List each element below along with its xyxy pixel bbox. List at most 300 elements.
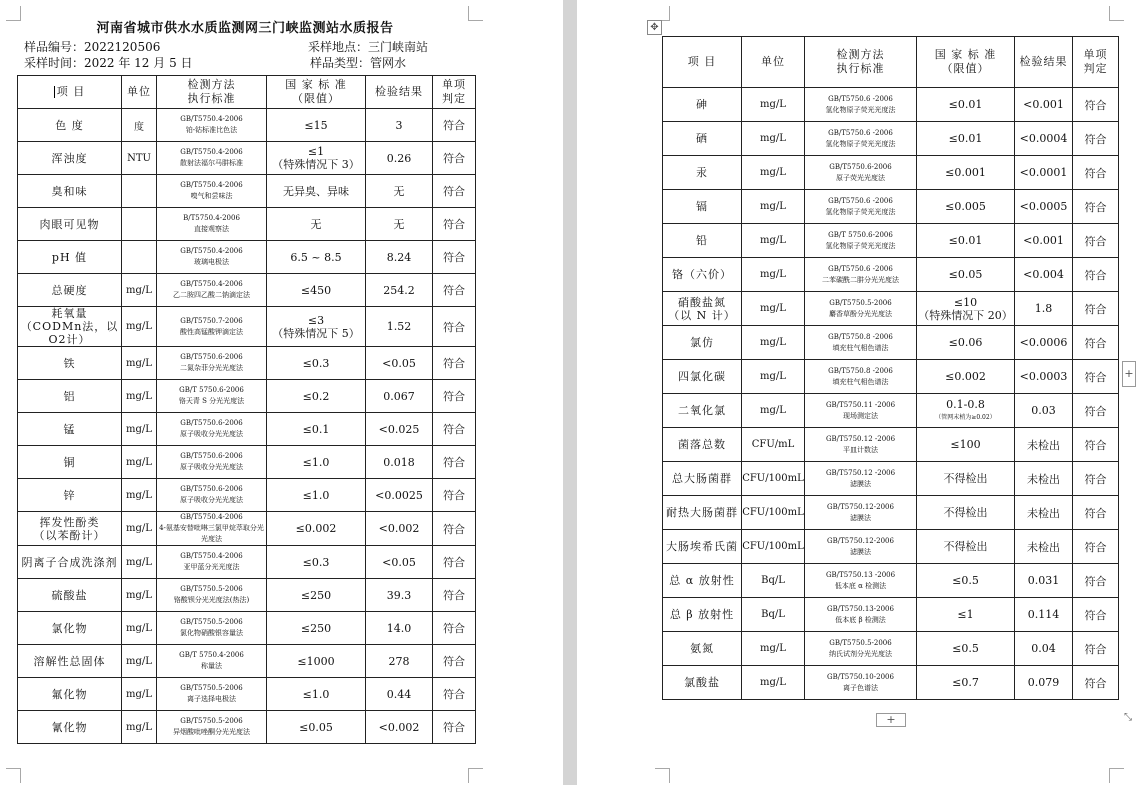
judge-cell[interactable]: 符合 xyxy=(433,645,476,678)
item-name-cell[interactable] xyxy=(663,462,742,496)
judge-cell[interactable]: 符合 xyxy=(433,241,476,274)
item-name-cell[interactable] xyxy=(18,711,122,744)
unit-cell[interactable]: mg/L xyxy=(742,326,805,360)
item-name-cell[interactable] xyxy=(663,632,742,666)
header-limit xyxy=(267,76,366,109)
result-cell[interactable]: 无 xyxy=(366,175,433,208)
item-name-cell[interactable] xyxy=(18,307,122,347)
limit-cell[interactable] xyxy=(267,711,366,744)
limit-cell[interactable] xyxy=(917,292,1015,326)
judge-cell[interactable]: 符合 xyxy=(1073,122,1119,156)
method-cell[interactable] xyxy=(805,496,917,530)
result-cell[interactable]: <0.001 xyxy=(1015,224,1073,258)
unit-cell[interactable]: mg/L xyxy=(122,645,157,678)
unit-cell[interactable]: mg/L xyxy=(742,292,805,326)
limit-value: ≤0.5 xyxy=(952,574,979,587)
limit-cell[interactable] xyxy=(267,175,366,208)
limit-value: ≤0.1 xyxy=(302,422,330,436)
item-name-cell[interactable] xyxy=(663,598,742,632)
unit-cell[interactable]: mg/L xyxy=(122,512,157,546)
limit-cell[interactable] xyxy=(267,645,366,678)
method-standard: GB/T5750.5-2006 xyxy=(180,585,243,593)
result-cell[interactable]: 未检出 xyxy=(1015,496,1073,530)
method-cell[interactable] xyxy=(805,632,917,666)
result-cell[interactable]: 1.8 xyxy=(1015,292,1073,326)
unit-cell[interactable] xyxy=(122,175,157,208)
method-cell[interactable] xyxy=(157,109,267,142)
method-cell[interactable] xyxy=(157,479,267,512)
judge-cell[interactable]: 符合 xyxy=(433,380,476,413)
judge-cell[interactable]: 符合 xyxy=(1073,224,1119,258)
limit-cell[interactable] xyxy=(917,632,1015,666)
judge-cell[interactable]: 符合 xyxy=(1073,598,1119,632)
method-cell[interactable] xyxy=(157,274,267,307)
method-standard: GB/T5750.4-2006 xyxy=(180,513,243,521)
method-cell[interactable] xyxy=(805,564,917,598)
item-name-cell[interactable] xyxy=(18,446,122,479)
item-name-cell[interactable] xyxy=(18,241,122,274)
limit-value: ≤0.01 xyxy=(948,132,983,145)
unit-cell[interactable]: mg/L xyxy=(122,307,157,347)
limit-cell[interactable] xyxy=(917,190,1015,224)
table-row xyxy=(663,88,1119,122)
limit-cell[interactable] xyxy=(267,512,366,546)
method-cell[interactable] xyxy=(157,175,267,208)
result-cell[interactable]: <0.004 xyxy=(1015,258,1073,292)
method-cell[interactable] xyxy=(157,546,267,579)
table-row xyxy=(18,678,476,711)
limit-cell[interactable] xyxy=(267,446,366,479)
result-cell[interactable]: 254.2 xyxy=(366,274,433,307)
result-cell[interactable]: <0.0025 xyxy=(366,479,433,512)
method-cell[interactable] xyxy=(157,413,267,446)
method-name: 氢化物原子荧光光度法 xyxy=(825,139,896,148)
limit-value: ≤0.3 xyxy=(302,356,330,370)
limit-value: ≤0.002 xyxy=(945,370,986,383)
method-cell[interactable] xyxy=(157,579,267,612)
method-name: 麝香草酚分光光度法 xyxy=(829,309,892,318)
judge-cell[interactable]: 符合 xyxy=(433,546,476,579)
unit-cell[interactable]: mg/L xyxy=(122,678,157,711)
method-name: 原子吸收分光光度法 xyxy=(180,463,243,471)
item-name-cell[interactable] xyxy=(18,612,122,645)
item-name-cell[interactable] xyxy=(18,546,122,579)
method-cell[interactable] xyxy=(805,428,917,462)
judge-cell[interactable]: 符合 xyxy=(433,274,476,307)
item-name: 汞 xyxy=(696,166,708,179)
judge-cell[interactable]: 符合 xyxy=(433,142,476,175)
table-row xyxy=(18,446,476,479)
result-cell[interactable]: 278 xyxy=(366,645,433,678)
unit-cell[interactable]: mg/L xyxy=(122,413,157,446)
item-name-cell[interactable] xyxy=(663,88,742,122)
limit-cell[interactable] xyxy=(267,579,366,612)
unit-cell[interactable]: mg/L xyxy=(742,394,805,428)
judge-cell[interactable]: 符合 xyxy=(1073,326,1119,360)
method-cell[interactable] xyxy=(157,446,267,479)
judge-cell[interactable]: 符合 xyxy=(1073,666,1119,700)
header-item xyxy=(663,37,742,88)
limit-cell[interactable] xyxy=(917,496,1015,530)
result-cell[interactable]: 39.3 xyxy=(366,579,433,612)
right-results-table[interactable] xyxy=(662,36,1119,700)
method-standard: GB/T 5750.6-2006 xyxy=(828,230,893,239)
judge-cell[interactable]: 符合 xyxy=(433,307,476,347)
judge-cell[interactable]: 符合 xyxy=(1073,462,1119,496)
header-limit-line: 国 家 标 准 xyxy=(285,78,347,91)
item-name-cell[interactable] xyxy=(663,326,742,360)
unit-cell[interactable]: Bq/L xyxy=(742,598,805,632)
table-move-handle-icon[interactable]: ✥ xyxy=(647,20,662,35)
limit-cell[interactable] xyxy=(267,142,366,175)
item-name-cell[interactable] xyxy=(18,678,122,711)
method-cell[interactable] xyxy=(805,190,917,224)
result-cell[interactable]: 未检出 xyxy=(1015,428,1073,462)
header-method-line: 检测方法 xyxy=(187,78,236,91)
method-cell[interactable] xyxy=(157,612,267,645)
unit-cell[interactable] xyxy=(122,208,157,241)
result-cell[interactable]: 0.067 xyxy=(366,380,433,413)
method-cell[interactable] xyxy=(157,380,267,413)
item-name: 氯酸盐 xyxy=(684,676,720,689)
crop-mark xyxy=(1109,6,1124,21)
method-cell[interactable] xyxy=(805,326,917,360)
limit-cell[interactable] xyxy=(267,413,366,446)
method-cell[interactable] xyxy=(157,208,267,241)
judge-cell[interactable]: 符合 xyxy=(433,208,476,241)
result-cell[interactable]: <0.0003 xyxy=(1015,360,1073,394)
judge-cell[interactable]: 符合 xyxy=(1073,88,1119,122)
method-cell[interactable] xyxy=(157,645,267,678)
judge-cell[interactable]: 符合 xyxy=(1073,190,1119,224)
method-standard: GB/T 5750.4-2006 xyxy=(179,651,244,659)
table-row xyxy=(18,612,476,645)
limit-cell[interactable] xyxy=(267,546,366,579)
method-name: 直接观察法 xyxy=(194,225,229,233)
limit-cell[interactable] xyxy=(917,564,1015,598)
result-cell[interactable]: <0.002 xyxy=(366,711,433,744)
limit-value: （管网末梢为≥0.02） xyxy=(935,413,996,421)
limit-cell[interactable] xyxy=(917,156,1015,190)
limit-cell[interactable] xyxy=(917,530,1015,564)
unit-cell[interactable]: mg/L xyxy=(742,666,805,700)
limit-cell[interactable] xyxy=(917,258,1015,292)
method-standard: GB/T5750.5-2006 xyxy=(829,298,892,307)
result-cell[interactable]: <0.05 xyxy=(366,347,433,380)
item-name-cell[interactable] xyxy=(663,190,742,224)
limit-cell[interactable] xyxy=(917,666,1015,700)
judge-cell[interactable]: 符合 xyxy=(433,175,476,208)
item-name-cell[interactable] xyxy=(18,274,122,307)
result-cell[interactable]: <0.0004 xyxy=(1015,122,1073,156)
unit-cell[interactable]: mg/L xyxy=(742,360,805,394)
judge-cell[interactable]: 符合 xyxy=(433,109,476,142)
unit-cell[interactable]: Bq/L xyxy=(742,564,805,598)
method-cell[interactable] xyxy=(157,307,267,347)
unit-cell[interactable]: CFU/100mL xyxy=(742,462,805,496)
method-name: 低本底 β 检测法 xyxy=(835,615,886,624)
judge-cell[interactable]: 符合 xyxy=(433,678,476,711)
unit-cell[interactable]: mg/L xyxy=(742,632,805,666)
limit-value: ≤0.05 xyxy=(948,268,983,281)
method-name: 二氮杂菲分光光度法 xyxy=(180,364,243,372)
limit-cell[interactable] xyxy=(917,394,1015,428)
method-cell[interactable] xyxy=(157,711,267,744)
judge-cell[interactable]: 符合 xyxy=(433,711,476,744)
result-cell[interactable]: 未检出 xyxy=(1015,530,1073,564)
judge-cell[interactable]: 符合 xyxy=(1073,258,1119,292)
result-cell[interactable]: <0.0006 xyxy=(1015,326,1073,360)
item-name-cell[interactable] xyxy=(663,224,742,258)
judge-cell[interactable]: 符合 xyxy=(433,579,476,612)
item-name-cell[interactable] xyxy=(663,564,742,598)
limit-cell[interactable] xyxy=(917,360,1015,394)
result-cell[interactable]: 0.079 xyxy=(1015,666,1073,700)
item-name: 铜 xyxy=(63,455,76,469)
unit-cell[interactable]: mg/L xyxy=(742,88,805,122)
result-cell[interactable]: 0.44 xyxy=(366,678,433,711)
result-cell[interactable]: 无 xyxy=(366,208,433,241)
unit-cell[interactable]: CFU/100mL xyxy=(742,496,805,530)
item-name: 硒 xyxy=(696,132,708,145)
table-row xyxy=(663,258,1119,292)
judge-cell[interactable]: 符合 xyxy=(433,479,476,512)
unit-cell[interactable]: mg/L xyxy=(122,274,157,307)
result-cell[interactable]: 3 xyxy=(366,109,433,142)
unit-cell[interactable]: mg/L xyxy=(122,347,157,380)
method-name: 4-氨基安替吡啉三氯甲烷萃取分光光度法 xyxy=(159,524,264,543)
item-name-cell[interactable] xyxy=(18,175,122,208)
limit-cell[interactable] xyxy=(267,241,366,274)
method-cell[interactable] xyxy=(805,530,917,564)
unit-cell[interactable]: 度 xyxy=(122,109,157,142)
item-name-cell[interactable] xyxy=(18,579,122,612)
item-name-cell[interactable] xyxy=(18,479,122,512)
method-name: 纳氏试剂分光光度法 xyxy=(829,649,892,658)
item-name: 色 度 xyxy=(55,118,84,132)
method-name: 酸性高锰酸钾滴定法 xyxy=(180,327,243,336)
limit-cell[interactable] xyxy=(267,208,366,241)
item-name: 总硬度 xyxy=(51,283,88,297)
sample-number: 样品编号：2022120506 xyxy=(24,40,161,54)
item-name-cell[interactable] xyxy=(18,347,122,380)
result-cell[interactable]: 8.24 xyxy=(366,241,433,274)
unit-cell[interactable]: mg/L xyxy=(122,711,157,744)
table-resize-icon[interactable]: ⤡ xyxy=(1124,712,1132,723)
limit-cell[interactable] xyxy=(267,612,366,645)
item-name-cell[interactable] xyxy=(18,208,122,241)
limit-cell[interactable] xyxy=(267,274,366,307)
limit-cell[interactable] xyxy=(917,88,1015,122)
item-name-cell[interactable] xyxy=(663,292,742,326)
header-judge xyxy=(1073,37,1119,88)
unit-cell[interactable]: mg/L xyxy=(122,546,157,579)
method-name: 离子色谱法 xyxy=(843,683,878,692)
limit-value: ≤0.05 xyxy=(299,720,333,734)
table-row xyxy=(663,428,1119,462)
method-cell[interactable] xyxy=(805,258,917,292)
limit-cell[interactable] xyxy=(917,122,1015,156)
result-cell[interactable]: 14.0 xyxy=(366,612,433,645)
add-column-button[interactable]: + xyxy=(1122,361,1136,387)
limit-value: ≤0.7 xyxy=(952,676,979,689)
item-name: 氟化物 xyxy=(51,687,88,701)
method-cell[interactable] xyxy=(157,512,267,546)
method-cell[interactable] xyxy=(805,666,917,700)
limit-value: 不得检出 xyxy=(943,540,988,553)
judge-cell[interactable]: 符合 xyxy=(433,413,476,446)
limit-cell[interactable] xyxy=(267,347,366,380)
limit-cell[interactable] xyxy=(267,380,366,413)
method-cell[interactable] xyxy=(157,678,267,711)
item-name-cell[interactable] xyxy=(663,496,742,530)
unit-cell[interactable]: mg/L xyxy=(122,446,157,479)
judge-cell[interactable]: 符合 xyxy=(433,612,476,645)
item-name: 总大肠菌群 xyxy=(672,472,732,485)
report-title: 河南省城市供水水质监测网三门峡监测站水质报告 xyxy=(96,21,394,36)
method-standard: GB/T5750.4-2006 xyxy=(180,148,243,156)
item-name-cell[interactable] xyxy=(663,360,742,394)
table-row xyxy=(663,190,1119,224)
item-name: 浑浊度 xyxy=(51,151,88,165)
item-name: 锰 xyxy=(63,422,76,436)
unit-cell[interactable]: CFU/100mL xyxy=(742,530,805,564)
add-row-button[interactable]: + xyxy=(876,713,906,727)
result-cell[interactable]: 1.52 xyxy=(366,307,433,347)
result-cell[interactable]: 0.04 xyxy=(1015,632,1073,666)
table-row xyxy=(18,307,476,347)
header-method-line: 检测方法 xyxy=(836,48,885,61)
unit-cell[interactable]: mg/L xyxy=(122,612,157,645)
limit-cell[interactable] xyxy=(917,428,1015,462)
unit-cell[interactable]: mg/L xyxy=(742,156,805,190)
judge-cell[interactable]: 符合 xyxy=(1073,156,1119,190)
limit-cell[interactable] xyxy=(267,109,366,142)
result-cell[interactable]: 未检出 xyxy=(1015,462,1073,496)
method-cell[interactable] xyxy=(805,156,917,190)
judge-cell[interactable]: 符合 xyxy=(1073,530,1119,564)
item-name-cell[interactable] xyxy=(663,666,742,700)
limit-value: ≤0.002 xyxy=(295,522,337,535)
method-name: 氢化物原子荧光光度法 xyxy=(825,105,896,114)
method-cell[interactable] xyxy=(805,88,917,122)
judge-cell[interactable]: 符合 xyxy=(1073,394,1119,428)
limit-cell[interactable] xyxy=(917,462,1015,496)
unit-cell[interactable]: CFU/mL xyxy=(742,428,805,462)
unit-cell[interactable]: mg/L xyxy=(122,579,157,612)
result-cell[interactable]: <0.025 xyxy=(366,413,433,446)
method-cell[interactable] xyxy=(805,122,917,156)
judge-cell[interactable]: 符合 xyxy=(1073,632,1119,666)
limit-cell[interactable] xyxy=(267,678,366,711)
method-cell[interactable] xyxy=(805,462,917,496)
result-cell[interactable]: 0.018 xyxy=(366,446,433,479)
method-cell[interactable] xyxy=(805,394,917,428)
limit-cell[interactable] xyxy=(917,224,1015,258)
judge-cell[interactable]: 符合 xyxy=(1073,360,1119,394)
result-cell[interactable]: 0.26 xyxy=(366,142,433,175)
method-cell[interactable] xyxy=(157,347,267,380)
item-name-cell[interactable] xyxy=(18,413,122,446)
result-cell[interactable]: 0.031 xyxy=(1015,564,1073,598)
method-cell[interactable] xyxy=(805,360,917,394)
judge-cell[interactable]: 符合 xyxy=(1073,496,1119,530)
item-name-cell[interactable] xyxy=(18,380,122,413)
method-cell[interactable] xyxy=(157,142,267,175)
crop-mark xyxy=(1109,768,1124,783)
item-name: 锌 xyxy=(63,488,76,502)
item-name-cell[interactable] xyxy=(18,142,122,175)
header-limit xyxy=(917,37,1015,88)
item-name: pH 值 xyxy=(51,250,88,264)
unit-cell[interactable]: mg/L xyxy=(122,380,157,413)
judge-cell[interactable]: 符合 xyxy=(433,446,476,479)
item-name-cell[interactable] xyxy=(18,645,122,678)
limit-cell[interactable] xyxy=(917,598,1015,632)
result-cell[interactable]: <0.05 xyxy=(366,546,433,579)
judge-cell[interactable]: 符合 xyxy=(433,347,476,380)
method-cell[interactable] xyxy=(805,598,917,632)
item-name-cell[interactable] xyxy=(18,512,122,546)
judge-cell[interactable]: 符合 xyxy=(433,512,476,546)
table-row xyxy=(18,413,476,446)
table-row xyxy=(18,241,476,274)
item-name-cell[interactable] xyxy=(663,428,742,462)
limit-value: ≤1.0 xyxy=(302,687,330,701)
result-cell[interactable]: 0.03 xyxy=(1015,394,1073,428)
item-name: 阴离子合成洗涤剂 xyxy=(21,555,118,569)
limit-cell[interactable] xyxy=(267,307,366,347)
judge-cell[interactable]: 符合 xyxy=(1073,292,1119,326)
method-cell[interactable] xyxy=(805,292,917,326)
unit-cell[interactable]: mg/L xyxy=(742,122,805,156)
header-item-label: 项 目 xyxy=(687,55,717,68)
table-row xyxy=(663,496,1119,530)
limit-value: （特殊情况下 20） xyxy=(918,308,1013,322)
unit-cell[interactable]: mg/L xyxy=(742,190,805,224)
item-name: 铝 xyxy=(63,389,76,403)
header-judge-line: 单项 xyxy=(442,78,466,91)
result-cell[interactable]: <0.001 xyxy=(1015,88,1073,122)
item-name-cell[interactable] xyxy=(663,394,742,428)
left-results-table[interactable] xyxy=(17,75,476,744)
method-cell[interactable] xyxy=(805,224,917,258)
limit-cell[interactable] xyxy=(917,326,1015,360)
item-name-cell[interactable] xyxy=(663,258,742,292)
table-row xyxy=(663,122,1119,156)
result-cell[interactable]: <0.002 xyxy=(366,512,433,546)
judge-cell[interactable]: 符合 xyxy=(1073,564,1119,598)
unit-cell[interactable]: NTU xyxy=(122,142,157,175)
item-name-cell[interactable] xyxy=(18,109,122,142)
unit-cell[interactable] xyxy=(122,241,157,274)
method-cell[interactable] xyxy=(157,241,267,274)
result-cell[interactable]: 0.114 xyxy=(1015,598,1073,632)
item-name-cell[interactable] xyxy=(663,530,742,564)
item-name-cell[interactable] xyxy=(663,122,742,156)
unit-cell[interactable]: mg/L xyxy=(742,258,805,292)
limit-cell[interactable] xyxy=(267,479,366,512)
unit-cell[interactable]: mg/L xyxy=(742,224,805,258)
item-name-cell[interactable] xyxy=(663,156,742,190)
table-row xyxy=(18,645,476,678)
unit-cell[interactable]: mg/L xyxy=(122,479,157,512)
result-cell[interactable]: <0.0001 xyxy=(1015,156,1073,190)
table-row xyxy=(663,360,1119,394)
limit-value: ≤0.001 xyxy=(945,166,986,179)
judge-cell[interactable]: 符合 xyxy=(1073,428,1119,462)
result-cell[interactable]: <0.0005 xyxy=(1015,190,1073,224)
